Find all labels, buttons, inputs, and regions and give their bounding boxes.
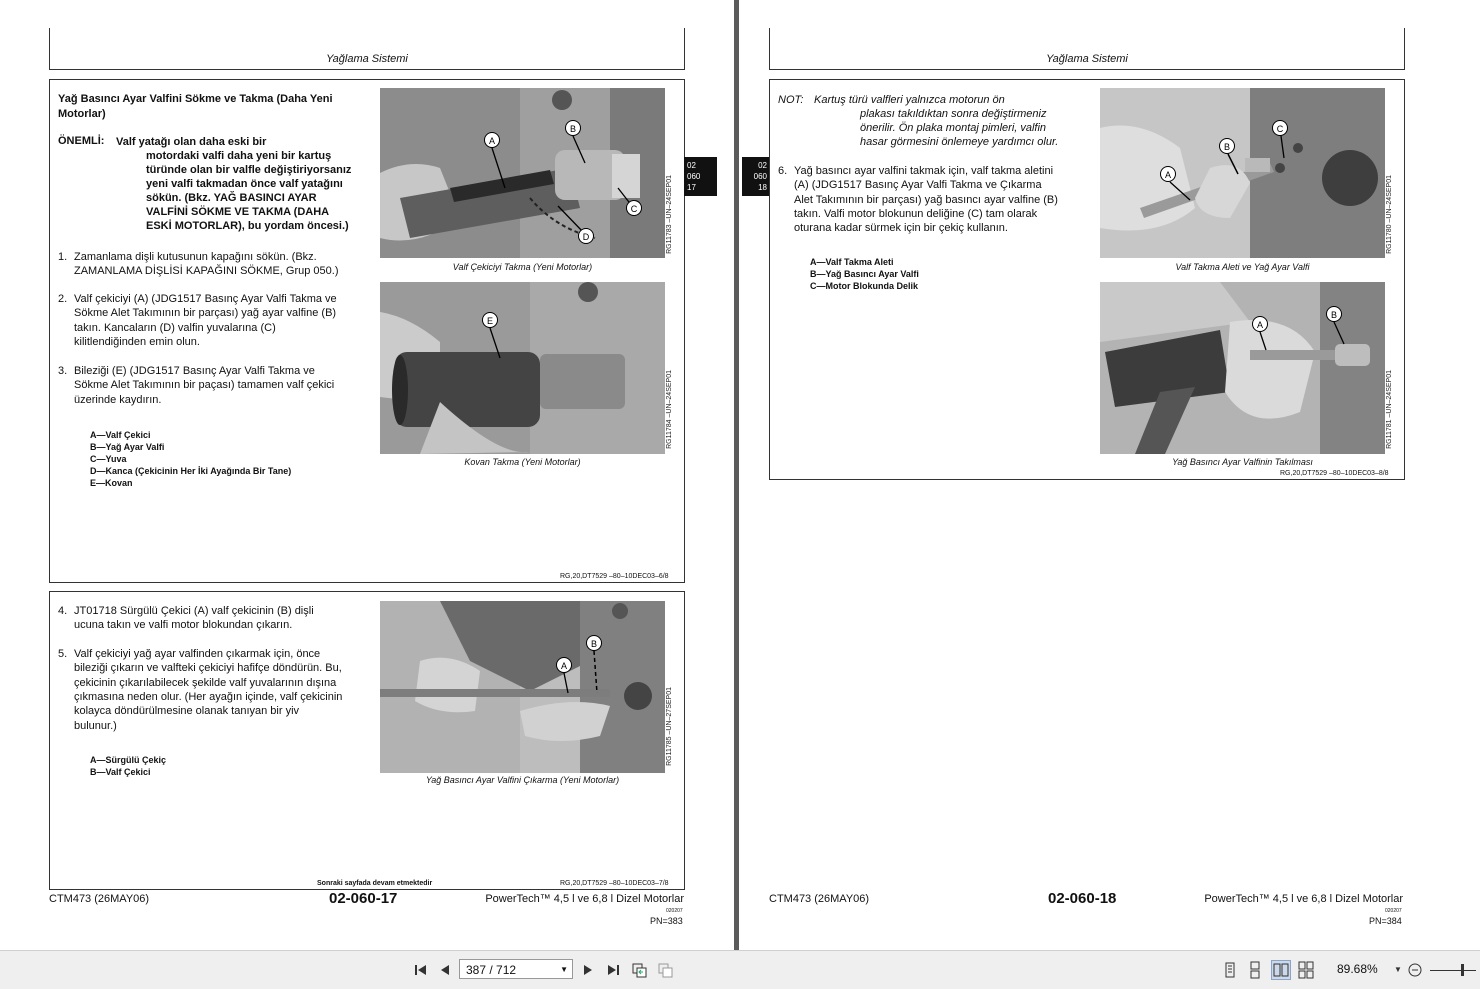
legend-item: C—Yuva (90, 454, 127, 464)
figure-installer-tool (1100, 88, 1385, 258)
manual-title: PowerTech™ 4,5 l ve 6,8 l Dizel Motorlar (1204, 893, 1403, 905)
legend (90, 429, 291, 489)
pn-number: PN=384 (1369, 916, 1402, 926)
step-text: takın. Kancaların (D) valfin yuvalarına (C) (74, 321, 276, 334)
page-header (49, 28, 685, 70)
tab-text: 17 (687, 183, 696, 192)
zoom-slider[interactable] (1430, 970, 1476, 971)
page-number: 02-060-18 (1048, 890, 1117, 907)
next-page-icon[interactable] (579, 961, 597, 979)
step-4 (58, 604, 378, 634)
important-line: türünde olan bir valfle değiştiriyorsanız (146, 164, 352, 176)
important-line: sökün. (Bkz. YAĞ BASINCI AYAR (146, 192, 317, 204)
step-number: 1. (58, 251, 68, 263)
step-3 (58, 364, 378, 409)
important-line: ESKİ MOTORLAR), bu yordam öncesi.) (146, 220, 349, 232)
forward-view-icon[interactable] (656, 961, 674, 979)
prev-page-icon[interactable] (436, 961, 454, 979)
tab-text: 02 (687, 161, 696, 170)
step-6 (778, 164, 1098, 239)
legend-item: B—Yağ Basıncı Ayar Valfi (810, 269, 919, 279)
step-text: üzerinde kaydırın. (74, 393, 162, 406)
step-text: Bileziği (E) (JDG1517 Basınç Ayar Valfi Takma ve (74, 365, 315, 377)
step-text: Zamanlama dişli kutusunun kapağını sökün. (Bkz. (74, 251, 317, 263)
page-number-input[interactable] (459, 959, 573, 979)
step-text: ZAMANLAMA DİŞLİSİ KAPAĞINI SÖKME, Grup 050.) (74, 265, 339, 278)
figure-id: RG11784 –UN–24SEP01 (666, 370, 673, 449)
callout-label: C (1276, 124, 1284, 134)
step-number: 2. (58, 293, 68, 305)
single-page-icon[interactable] (1221, 961, 1239, 979)
step-text: Sökme Alet Takımının bir parçası) yağ ayar valfine (B) (74, 307, 337, 320)
continuous-icon[interactable] (1246, 961, 1264, 979)
page-indicator: 387 / 712 (466, 963, 517, 977)
procedure-box (49, 79, 685, 583)
legend-item: A—Sürgülü Çekiç (90, 755, 167, 765)
callout-label: D (582, 232, 590, 242)
first-page-icon[interactable] (412, 961, 430, 979)
legend-item: B—Yağ Ayar Valfi (90, 442, 165, 452)
legend-item: A—Valf Takma Aleti (810, 257, 894, 267)
callout-label: B (1330, 310, 1338, 320)
step-text: çıkmasına neden olur. (Her ayağın içinde, valf çekicinin (74, 690, 343, 703)
section-title: Yağ Basıncı Ayar Valfini Sökme ve Takma (Daha Yeni Motorlar) (58, 93, 333, 120)
zoom-out-icon[interactable] (1406, 961, 1424, 979)
figure-id: RG11785 –UN–27SEP01 (666, 687, 673, 766)
reference-code: RG,20,DT7529 –80–10DEC03–6/8 (560, 573, 669, 580)
callout-label: B (1223, 142, 1231, 152)
figure-caption: Valf Çekiciyi Takma (Yeni Motorlar) (452, 262, 593, 272)
zoom-menu-icon[interactable]: ▼ (1394, 965, 1402, 974)
callout-label: B (569, 124, 577, 134)
figure-caption: Valf Takma Aleti ve Yağ Ayar Valfi (1175, 262, 1310, 272)
page-number: 02-060-17 (329, 890, 398, 907)
note-line: plakası takıldıktan sonra değiştirmeniz (860, 108, 1047, 120)
note-label: NOT: (778, 94, 804, 106)
important-line: yeni valfi takmadan önce valf yatağını (146, 178, 343, 190)
procedure-box (769, 79, 1405, 480)
legend-item: D—Kanca (Çekicinin Her İki Ayağında Bir Tane) (90, 466, 292, 476)
important-line: Valf yatağı olan daha eski bir (116, 136, 267, 148)
step-number: 5. (58, 648, 68, 660)
step-text: kolayca döndürülmesine olanak tanıyan bir yiv (74, 705, 300, 718)
print-code: 020207 (1385, 908, 1402, 914)
legend-item: C—Motor Blokunda Delik (810, 281, 919, 291)
figure-caption: Kovan Takma (Yeni Motorlar) (464, 457, 581, 467)
figure-caption: Yağ Basıncı Ayar Valfinin Takılması (1172, 457, 1313, 467)
page-header (769, 28, 1405, 70)
figure-valve-hammer-install (1100, 282, 1385, 454)
step-text: Valf çekiciyi yağ ayar valfinden çıkarmak için, önce (74, 648, 321, 660)
step-text: JT01718 Sürgülü Çekici (A) valf çekicinin (B) dişli (74, 605, 314, 617)
legend (810, 256, 919, 292)
pn-number: PN=383 (650, 916, 683, 926)
important-line: motordaki valfi daha yeni bir kartuş (146, 150, 332, 162)
important-label: ÖNEMLİ: (58, 135, 105, 147)
step-text: (A) (JDG1517 Basınç Ayar Valfi Takma ve Çıkarma (794, 179, 1042, 192)
step-text: takın. Valfi motor blokunun deliğine (C) tam olarak (794, 207, 1038, 220)
legend-item: E—Kovan (90, 478, 133, 488)
print-code: 020207 (666, 908, 683, 914)
step-2 (58, 292, 378, 352)
callout-label: A (560, 661, 568, 671)
important-line: VALFİNİ SÖKME VE TAKMA (DAHA (146, 206, 330, 218)
step-text: Sökme Alet Takımının bir paçası) tamamen valf çekici (74, 379, 335, 392)
step-text: çekicinin çıkarılabilecek şekilde valf yuvalarının dışına (74, 676, 337, 689)
reference-code: RG,20,DT7529 –80–10DEC03–7/8 (560, 880, 669, 887)
header-title: Yağlama Sistemi (1046, 53, 1128, 65)
callout-label: B (590, 639, 598, 649)
callout-label: E (486, 316, 494, 326)
step-number: 3. (58, 365, 68, 377)
tab-text: 060 (753, 172, 767, 181)
document-number: CTM473 (26MAY06) (769, 893, 870, 905)
step-text: bulunur.) (74, 719, 117, 732)
chevron-down-icon[interactable]: ▼ (560, 965, 568, 974)
callout-label: C (630, 204, 638, 214)
step-number: 6. (778, 165, 788, 177)
tab-text: 02 (758, 161, 767, 170)
back-view-icon[interactable] (630, 961, 648, 979)
figure-valve-puller-install (380, 88, 665, 258)
tab-text: 060 (687, 172, 701, 181)
zoom-level: 89.68% (1337, 962, 1378, 976)
step-text: Alet Takımının bir parçası) yağ basıncı ayar valfine (B) (794, 193, 1058, 206)
left-page (0, 0, 734, 950)
zoom-slider-thumb[interactable] (1461, 964, 1464, 976)
continued-note: Sonraki sayfada devam etmektedir (317, 880, 433, 887)
manual-title: PowerTech™ 4,5 l ve 6,8 l Dizel Motorlar (485, 893, 684, 905)
step-5 (58, 647, 378, 737)
legend-item: A—Valf Çekici (90, 430, 151, 440)
section-tab (742, 157, 770, 196)
figure-valve-removal (380, 601, 665, 773)
right-page (739, 0, 1480, 950)
reference-code: RG,20,DT7529 –80–10DEC03–8/8 (1280, 470, 1389, 477)
facing-pages-icon[interactable] (1271, 960, 1291, 980)
figure-caption: Yağ Basıncı Ayar Valfini Çıkarma (Yeni Motorlar) (425, 775, 620, 785)
step-1 (58, 250, 378, 280)
callout-label: A (1164, 170, 1172, 180)
callout-label: A (488, 136, 496, 146)
figure-id: RG11781 –UN–24SEP01 (1386, 370, 1393, 449)
note-line: Kartuş türü valfleri yalnızca motorun ön (814, 94, 1005, 106)
last-page-icon[interactable] (604, 961, 622, 979)
legend (90, 754, 166, 778)
callout-label: A (1256, 320, 1264, 330)
header-title: Yağlama Sistemi (326, 53, 408, 65)
figure-sleeve-install (380, 282, 665, 454)
step-text: kilitlendiğinden emin olun. (74, 335, 200, 348)
tab-text: 18 (758, 183, 767, 192)
procedure-box (49, 591, 685, 890)
step-text: bileziği çıkarın ve valfteki çekiciyi hafifçe döndürün. Bu, (74, 662, 342, 675)
note-line: önerilir. Ön plaka montaj pimleri, valfin (860, 122, 1047, 134)
continuous-facing-icon[interactable] (1297, 961, 1315, 979)
step-text: oturana kadar sürmek için bir çekiç kullanın. (794, 222, 1008, 235)
step-text: Valf çekiciyi (A) (JDG1517 Basınç Ayar Valfi Takma ve (74, 293, 337, 305)
step-number: 4. (58, 605, 68, 617)
figure-id: RG11783 –UN–24SEP01 (666, 175, 673, 254)
document-number: CTM473 (26MAY06) (49, 893, 150, 905)
section-tab (684, 157, 717, 196)
legend-item: B—Valf Çekici (90, 767, 151, 777)
step-text: Yağ basıncı ayar valfini takmak için, valf takma aletini (794, 165, 1054, 177)
viewer-toolbar (0, 950, 1480, 989)
note-line: hasar görmesini önlemeye yardımcı olur. (860, 136, 1059, 148)
figure-id: RG11780 –UN–24SEP01 (1386, 175, 1393, 254)
step-text: ucuna takın ve valfi motor blokundan çıkarın. (74, 619, 293, 632)
